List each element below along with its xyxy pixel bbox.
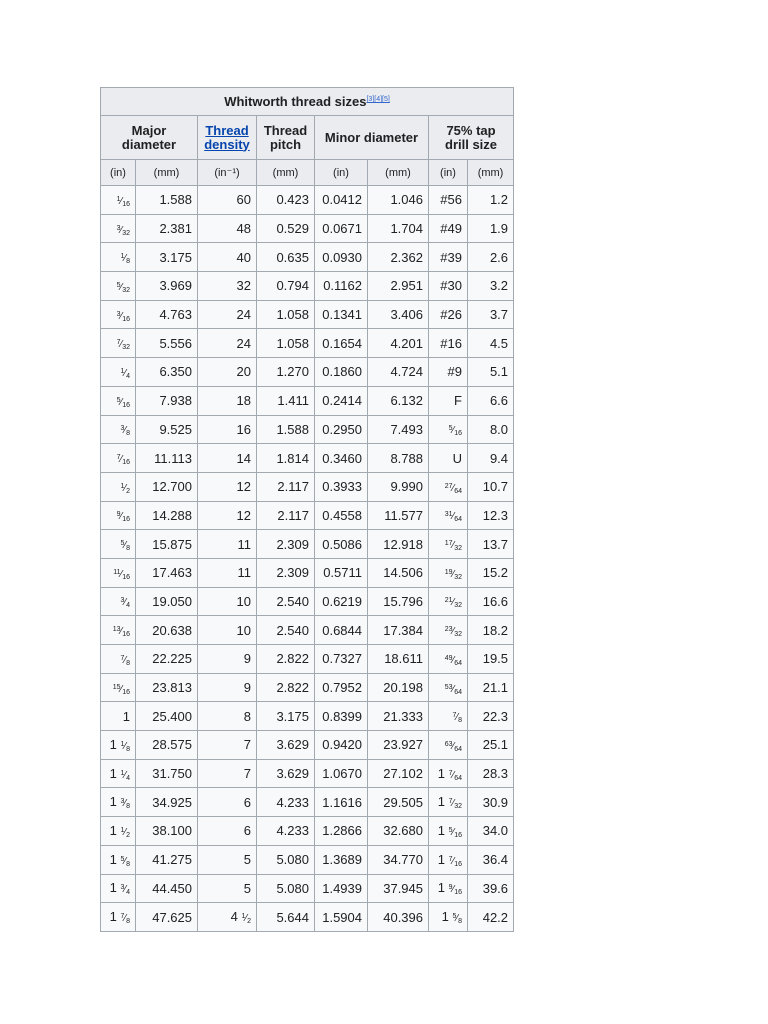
cell-major-in: $^1⁄_4$ xyxy=(101,358,136,387)
table-row xyxy=(101,186,514,215)
cell-major-in: $^{15}⁄_{16}$ xyxy=(101,673,136,702)
cell-major-in: 1 $^7⁄_8$ xyxy=(101,903,136,932)
cell-major-mm: 14.288 xyxy=(136,501,198,530)
cell-minor-mm: 15.796 xyxy=(368,587,429,616)
cell-density: 40 xyxy=(198,243,257,272)
cell-pitch-mm: 0.423 xyxy=(257,186,315,215)
table-row xyxy=(101,329,514,358)
cell-minor-mm: 2.951 xyxy=(368,272,429,301)
cell-minor-mm: 32.680 xyxy=(368,817,429,846)
cell-minor-mm: 14.506 xyxy=(368,558,429,587)
cell-major-in: $^7⁄_8$ xyxy=(101,645,136,674)
cell-minor-in: 0.2414 xyxy=(315,386,368,415)
cell-minor-mm: 40.396 xyxy=(368,903,429,932)
table-row xyxy=(101,243,514,272)
cell-tap-drill-in: #39 xyxy=(429,243,468,272)
cell-minor-mm: 27.102 xyxy=(368,759,429,788)
cell-minor-mm: 3.406 xyxy=(368,300,429,329)
whitworth-thread-table xyxy=(100,87,514,932)
cell-density: 7 xyxy=(198,731,257,760)
cell-minor-in: 0.1162 xyxy=(315,272,368,301)
cell-density: 18 xyxy=(198,386,257,415)
cell-minor-in: 1.3689 xyxy=(315,845,368,874)
cell-tap-drill-mm: 5.1 xyxy=(468,358,514,387)
cell-minor-mm: 9.990 xyxy=(368,472,429,501)
cell-minor-mm: 11.577 xyxy=(368,501,429,530)
caption-references[interactable]: [3][4][5] xyxy=(366,96,390,103)
table-row xyxy=(101,472,514,501)
cell-density: 8 xyxy=(198,702,257,731)
cell-major-mm: 4.763 xyxy=(136,300,198,329)
cell-pitch-mm: 2.822 xyxy=(257,673,315,702)
header-thread-pitch: Thread pitch xyxy=(257,116,315,160)
cell-minor-in: 0.3460 xyxy=(315,444,368,473)
cell-major-in: $^5⁄_{32}$ xyxy=(101,272,136,301)
cell-major-mm: 23.813 xyxy=(136,673,198,702)
cell-density: 7 xyxy=(198,759,257,788)
cell-tap-drill-in: $^{27}⁄_{64}$ xyxy=(429,472,468,501)
cell-tap-drill-in: $^{49}⁄_{64}$ xyxy=(429,645,468,674)
cell-major-in: 1 $^3⁄_4$ xyxy=(101,874,136,903)
cell-major-mm: 1.588 xyxy=(136,186,198,215)
cell-pitch-mm: 4.233 xyxy=(257,817,315,846)
cell-pitch-mm: 5.080 xyxy=(257,874,315,903)
cell-density: 48 xyxy=(198,214,257,243)
cell-major-mm: 9.525 xyxy=(136,415,198,444)
table-row xyxy=(101,845,514,874)
table-row xyxy=(101,702,514,731)
table-row xyxy=(101,903,514,932)
cell-minor-mm: 7.493 xyxy=(368,415,429,444)
cell-density: 6 xyxy=(198,788,257,817)
cell-pitch-mm: 1.588 xyxy=(257,415,315,444)
cell-density: 6 xyxy=(198,817,257,846)
cell-minor-mm: 1.704 xyxy=(368,214,429,243)
cell-tap-drill-in: $^{63}⁄_{64}$ xyxy=(429,731,468,760)
cell-pitch-mm: 5.080 xyxy=(257,845,315,874)
cell-minor-in: 0.1860 xyxy=(315,358,368,387)
cell-tap-drill-mm: 9.4 xyxy=(468,444,514,473)
cell-minor-in: 0.5711 xyxy=(315,558,368,587)
cell-tap-drill-in: $^7⁄_8$ xyxy=(429,702,468,731)
cell-tap-drill-mm: 15.2 xyxy=(468,558,514,587)
table-row xyxy=(101,501,514,530)
cell-minor-mm: 20.198 xyxy=(368,673,429,702)
cell-major-in: $^3⁄_{32}$ xyxy=(101,214,136,243)
unit-header: (in⁻¹) xyxy=(198,160,257,186)
unit-header: (mm) xyxy=(136,160,198,186)
cell-pitch-mm: 3.629 xyxy=(257,759,315,788)
cell-major-in: $^3⁄_{16}$ xyxy=(101,300,136,329)
table-row xyxy=(101,530,514,559)
cell-major-mm: 38.100 xyxy=(136,817,198,846)
table-body xyxy=(101,186,514,932)
cell-tap-drill-mm: 1.2 xyxy=(468,186,514,215)
unit-header: (in) xyxy=(315,160,368,186)
cell-pitch-mm: 2.540 xyxy=(257,587,315,616)
table-row xyxy=(101,386,514,415)
cell-density: 5 xyxy=(198,845,257,874)
cell-density: 11 xyxy=(198,558,257,587)
cell-minor-in: 0.4558 xyxy=(315,501,368,530)
cell-major-in: $^3⁄_4$ xyxy=(101,587,136,616)
cell-density: 12 xyxy=(198,501,257,530)
cell-density: 14 xyxy=(198,444,257,473)
table-row xyxy=(101,817,514,846)
cell-major-mm: 11.113 xyxy=(136,444,198,473)
cell-major-in: 1 $^3⁄_8$ xyxy=(101,788,136,817)
cell-minor-in: 1.1616 xyxy=(315,788,368,817)
cell-tap-drill-in: 1 $^5⁄_8$ xyxy=(429,903,468,932)
cell-density: 12 xyxy=(198,472,257,501)
cell-minor-in: 1.0670 xyxy=(315,759,368,788)
cell-pitch-mm: 2.117 xyxy=(257,472,315,501)
cell-major-in: $^{11}⁄_{16}$ xyxy=(101,558,136,587)
table-row xyxy=(101,616,514,645)
cell-density: 60 xyxy=(198,186,257,215)
cell-major-mm: 3.969 xyxy=(136,272,198,301)
header-tap-drill-size: 75% tap drill size xyxy=(429,116,514,160)
table-row xyxy=(101,272,514,301)
cell-pitch-mm: 2.117 xyxy=(257,501,315,530)
cell-minor-mm: 4.201 xyxy=(368,329,429,358)
cell-major-mm: 15.875 xyxy=(136,530,198,559)
cell-minor-in: 0.6844 xyxy=(315,616,368,645)
cell-minor-in: 0.1654 xyxy=(315,329,368,358)
cell-minor-in: 0.7952 xyxy=(315,673,368,702)
cell-major-in: 1 $^5⁄_8$ xyxy=(101,845,136,874)
cell-minor-in: 0.9420 xyxy=(315,731,368,760)
table-row xyxy=(101,645,514,674)
cell-tap-drill-in: #30 xyxy=(429,272,468,301)
cell-minor-mm: 1.046 xyxy=(368,186,429,215)
cell-major-in: $^9⁄_{16}$ xyxy=(101,501,136,530)
cell-major-mm: 6.350 xyxy=(136,358,198,387)
cell-tap-drill-mm: 25.1 xyxy=(468,731,514,760)
cell-tap-drill-mm: 8.0 xyxy=(468,415,514,444)
cell-minor-mm: 17.384 xyxy=(368,616,429,645)
table-row xyxy=(101,759,514,788)
cell-tap-drill-mm: 16.6 xyxy=(468,587,514,616)
cell-major-mm: 31.750 xyxy=(136,759,198,788)
cell-pitch-mm: 2.822 xyxy=(257,645,315,674)
unit-header: (mm) xyxy=(368,160,429,186)
caption-text: Whitworth thread sizes xyxy=(224,94,367,109)
cell-tap-drill-in: $^{21}⁄_{32}$ xyxy=(429,587,468,616)
cell-density: 11 xyxy=(198,530,257,559)
table-row xyxy=(101,731,514,760)
cell-major-mm: 17.463 xyxy=(136,558,198,587)
cell-minor-in: 0.3933 xyxy=(315,472,368,501)
cell-tap-drill-mm: 4.5 xyxy=(468,329,514,358)
cell-minor-mm: 21.333 xyxy=(368,702,429,731)
cell-minor-mm: 37.945 xyxy=(368,874,429,903)
table-row xyxy=(101,558,514,587)
cell-tap-drill-mm: 42.2 xyxy=(468,903,514,932)
cell-tap-drill-in: #56 xyxy=(429,186,468,215)
cell-minor-mm: 34.770 xyxy=(368,845,429,874)
cell-minor-in: 0.0671 xyxy=(315,214,368,243)
table-caption xyxy=(101,88,514,116)
table-row xyxy=(101,788,514,817)
cell-tap-drill-mm: 21.1 xyxy=(468,673,514,702)
cell-tap-drill-mm: 39.6 xyxy=(468,874,514,903)
unit-header: (mm) xyxy=(257,160,315,186)
cell-major-mm: 22.225 xyxy=(136,645,198,674)
cell-minor-in: 1.4939 xyxy=(315,874,368,903)
table-row xyxy=(101,300,514,329)
cell-tap-drill-in: #49 xyxy=(429,214,468,243)
cell-major-mm: 20.638 xyxy=(136,616,198,645)
cell-pitch-mm: 0.529 xyxy=(257,214,315,243)
cell-major-in: $^5⁄_{16}$ xyxy=(101,386,136,415)
cell-tap-drill-mm: 13.7 xyxy=(468,530,514,559)
cell-density: 10 xyxy=(198,587,257,616)
cell-tap-drill-in: $^{53}⁄_{64}$ xyxy=(429,673,468,702)
cell-tap-drill-mm: 1.9 xyxy=(468,214,514,243)
cell-minor-mm: 23.927 xyxy=(368,731,429,760)
cell-major-in: $^1⁄_{16}$ xyxy=(101,186,136,215)
cell-major-mm: 5.556 xyxy=(136,329,198,358)
cell-tap-drill-mm: 18.2 xyxy=(468,616,514,645)
cell-tap-drill-mm: 3.7 xyxy=(468,300,514,329)
cell-pitch-mm: 4.233 xyxy=(257,788,315,817)
header-major-diameter: Major diameter xyxy=(101,116,198,160)
cell-density: 5 xyxy=(198,874,257,903)
cell-major-mm: 47.625 xyxy=(136,903,198,932)
cell-minor-mm: 2.362 xyxy=(368,243,429,272)
cell-tap-drill-mm: 34.0 xyxy=(468,817,514,846)
cell-minor-in: 1.5904 xyxy=(315,903,368,932)
cell-minor-in: 0.8399 xyxy=(315,702,368,731)
cell-pitch-mm: 2.540 xyxy=(257,616,315,645)
cell-pitch-mm: 2.309 xyxy=(257,558,315,587)
cell-major-in: $^{13}⁄_{16}$ xyxy=(101,616,136,645)
cell-pitch-mm: 5.644 xyxy=(257,903,315,932)
cell-minor-in: 0.1341 xyxy=(315,300,368,329)
cell-density: 9 xyxy=(198,673,257,702)
cell-density: 16 xyxy=(198,415,257,444)
cell-major-mm: 2.381 xyxy=(136,214,198,243)
cell-tap-drill-in: #9 xyxy=(429,358,468,387)
cell-tap-drill-in: #26 xyxy=(429,300,468,329)
cell-tap-drill-in: 1 $^7⁄_{16}$ xyxy=(429,845,468,874)
cell-major-in: $^7⁄_{32}$ xyxy=(101,329,136,358)
cell-tap-drill-in: $^{23}⁄_{32}$ xyxy=(429,616,468,645)
cell-density: 24 xyxy=(198,329,257,358)
cell-major-mm: 44.450 xyxy=(136,874,198,903)
cell-pitch-mm: 0.794 xyxy=(257,272,315,301)
table-row xyxy=(101,444,514,473)
cell-pitch-mm: 1.270 xyxy=(257,358,315,387)
thread-density-link[interactable]: Thread density xyxy=(204,122,250,152)
cell-density: 32 xyxy=(198,272,257,301)
cell-minor-in: 0.7327 xyxy=(315,645,368,674)
table-row xyxy=(101,415,514,444)
unit-header: (in) xyxy=(101,160,136,186)
cell-tap-drill-mm: 12.3 xyxy=(468,501,514,530)
cell-major-in: $^1⁄_2$ xyxy=(101,472,136,501)
cell-major-mm: 19.050 xyxy=(136,587,198,616)
cell-minor-mm: 8.788 xyxy=(368,444,429,473)
cell-pitch-mm: 2.309 xyxy=(257,530,315,559)
cell-tap-drill-mm: 10.7 xyxy=(468,472,514,501)
units-row xyxy=(101,160,514,186)
cell-tap-drill-in: $^{17}⁄_{32}$ xyxy=(429,530,468,559)
cell-pitch-mm: 1.058 xyxy=(257,300,315,329)
cell-tap-drill-mm: 28.3 xyxy=(468,759,514,788)
table-row xyxy=(101,214,514,243)
cell-major-mm: 25.400 xyxy=(136,702,198,731)
unit-header: (mm) xyxy=(468,160,514,186)
cell-major-in: $^5⁄_8$ xyxy=(101,530,136,559)
cell-major-mm: 3.175 xyxy=(136,243,198,272)
cell-density: 9 xyxy=(198,645,257,674)
cell-tap-drill-mm: 19.5 xyxy=(468,645,514,674)
cell-density: 24 xyxy=(198,300,257,329)
cell-tap-drill-mm: 2.6 xyxy=(468,243,514,272)
cell-minor-mm: 12.918 xyxy=(368,530,429,559)
unit-header: (in) xyxy=(429,160,468,186)
cell-tap-drill-mm: 30.9 xyxy=(468,788,514,817)
cell-major-in: $^7⁄_{16}$ xyxy=(101,444,136,473)
table-row xyxy=(101,587,514,616)
cell-major-mm: 41.275 xyxy=(136,845,198,874)
cell-minor-mm: 18.611 xyxy=(368,645,429,674)
cell-minor-mm: 29.505 xyxy=(368,788,429,817)
cell-pitch-mm: 3.629 xyxy=(257,731,315,760)
cell-tap-drill-mm: 22.3 xyxy=(468,702,514,731)
cell-major-in: 1 $^1⁄_4$ xyxy=(101,759,136,788)
cell-minor-mm: 6.132 xyxy=(368,386,429,415)
cell-minor-in: 0.2950 xyxy=(315,415,368,444)
cell-density: 4 $^1⁄_2$ xyxy=(198,903,257,932)
cell-density: 20 xyxy=(198,358,257,387)
cell-major-mm: 34.925 xyxy=(136,788,198,817)
cell-minor-in: 0.0412 xyxy=(315,186,368,215)
cell-major-in: 1 $^1⁄_2$ xyxy=(101,817,136,846)
table-row xyxy=(101,874,514,903)
table-row xyxy=(101,673,514,702)
cell-pitch-mm: 3.175 xyxy=(257,702,315,731)
cell-major-in: 1 xyxy=(101,702,136,731)
cell-tap-drill-in: #16 xyxy=(429,329,468,358)
header-minor-diameter: Minor diameter xyxy=(315,116,429,160)
cell-pitch-mm: 1.411 xyxy=(257,386,315,415)
cell-minor-in: 0.6219 xyxy=(315,587,368,616)
cell-pitch-mm: 1.814 xyxy=(257,444,315,473)
cell-tap-drill-in: 1 $^7⁄_{64}$ xyxy=(429,759,468,788)
cell-tap-drill-in: F xyxy=(429,386,468,415)
cell-major-in: $^3⁄_8$ xyxy=(101,415,136,444)
cell-pitch-mm: 1.058 xyxy=(257,329,315,358)
cell-tap-drill-in: U xyxy=(429,444,468,473)
cell-major-mm: 12.700 xyxy=(136,472,198,501)
cell-tap-drill-in: $^{31}⁄_{64}$ xyxy=(429,501,468,530)
cell-minor-in: 1.2866 xyxy=(315,817,368,846)
cell-major-mm: 7.938 xyxy=(136,386,198,415)
cell-tap-drill-mm: 36.4 xyxy=(468,845,514,874)
cell-tap-drill-in: $^5⁄_{16}$ xyxy=(429,415,468,444)
cell-tap-drill-in: 1 $^9⁄_{16}$ xyxy=(429,874,468,903)
cell-tap-drill-in: 1 $^7⁄_{32}$ xyxy=(429,788,468,817)
header-thread-density xyxy=(198,116,257,160)
cell-tap-drill-in: $^{19}⁄_{32}$ xyxy=(429,558,468,587)
cell-pitch-mm: 0.635 xyxy=(257,243,315,272)
cell-tap-drill-mm: 3.2 xyxy=(468,272,514,301)
table-row xyxy=(101,358,514,387)
cell-minor-mm: 4.724 xyxy=(368,358,429,387)
cell-major-mm: 28.575 xyxy=(136,731,198,760)
cell-major-in: 1 $^1⁄_8$ xyxy=(101,731,136,760)
cell-major-in: $^1⁄_8$ xyxy=(101,243,136,272)
cell-minor-in: 0.5086 xyxy=(315,530,368,559)
cell-minor-in: 0.0930 xyxy=(315,243,368,272)
cell-density: 10 xyxy=(198,616,257,645)
cell-tap-drill-in: 1 $^5⁄_{16}$ xyxy=(429,817,468,846)
cell-tap-drill-mm: 6.6 xyxy=(468,386,514,415)
